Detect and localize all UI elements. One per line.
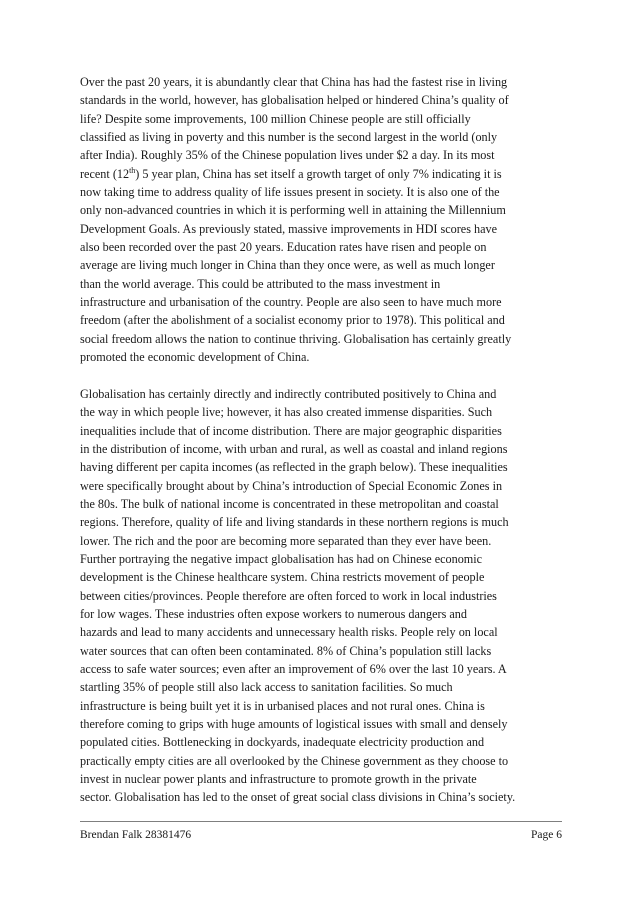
text-line: promoted the economic development of China. [80, 350, 310, 365]
text-line: standards in the world, however, has globalisation helped or hindered China’s quality of [80, 93, 509, 108]
superscript: th [129, 165, 136, 175]
footer-divider [80, 821, 562, 822]
text-line: inequalities include that of income distribution. There are major geographic disparities [80, 423, 502, 438]
text-line: Globalisation has certainly directly and indirectly contributed positively to China and [80, 386, 497, 401]
text-line: were specifically brought about by China’s introduction of Special Economic Zones in [80, 478, 503, 493]
text-line: regions. Therefore, quality of life and living standards in these northern regions is much [80, 515, 509, 530]
footer-author: Brendan Falk 28381476 [80, 829, 192, 841]
text-line: having different per capita incomes (as reflected in the graph below). These inequalities [80, 460, 508, 475]
text-line: infrastructure and urbanisation of the country. People are also seen to have much more [80, 295, 502, 310]
text-line: only non-advanced countries in which it is performing well in attaining the Millennium [80, 203, 506, 218]
text-line: social freedom allows the nation to continue thriving. Globalisation has certainly greatly [80, 331, 512, 346]
text-line-with-superscript [80, 165, 562, 183]
text-line: classified as living in poverty and this number is the second largest in the world (only [80, 130, 498, 145]
text-line: for low wages. These industries often expose workers to numerous dangers and [80, 606, 467, 621]
text-line: average are living much longer in China than they once were, as well as much longer [80, 258, 495, 273]
text-line: life? Despite some improvements, 100 million Chinese people are still officially [80, 111, 471, 126]
text-line: after India). Roughly 35% of the Chinese population lives under $2 a day. In its most [80, 148, 495, 163]
text-line: Over the past 20 years, it is abundantly clear that China has had the fastest rise in living [80, 75, 508, 89]
text-line: development is the Chinese healthcare system. China restricts movement of people [80, 570, 485, 585]
paragraph-1 [80, 73, 562, 367]
text-line: practically empty cities are all overlooked by the Chinese government as they choose to [80, 753, 509, 768]
paragraph-2 [80, 385, 562, 807]
text-line: infrastructure is being built yet it is in urbanised places and not rural ones. China is [80, 698, 485, 713]
text-line: populated cities. Bottlenecking in dockyards, inadequate electricity production and [80, 735, 485, 750]
text-line: the way in which people live; however, it has also created immense disparities. Such [80, 405, 493, 420]
body-text [80, 73, 562, 825]
text-line: lower. The rich and the poor are becoming more separated than they ever have been. [80, 533, 492, 548]
text-line: Development Goals. As previously stated, massive improvements in HDI scores have [80, 221, 497, 236]
text-line: in the distribution of income, with urban and rural, as well as coastal and inland regions [80, 441, 508, 456]
text-line: water sources that can often been contaminated. 8% of China’s population still lacks [80, 643, 492, 658]
text-line: the 80s. The bulk of national income is concentrated in these metropolitan and coastal [80, 496, 499, 511]
text-line: between cities/provinces. People therefore are often forced to work in local industries [80, 588, 497, 603]
text-line: invest in nuclear power plants and infrastructure to promote growth in the private [80, 772, 477, 787]
text-line: Further portraying the negative impact globalisation has had on Chinese economic [80, 551, 483, 566]
text-line: than the world average. This could be attributed to the mass investment in [80, 276, 441, 291]
text-line: now taking time to address quality of life issues present in society. It is also one of the [80, 185, 500, 200]
text-line: therefore coming to grips with huge amounts of logistical issues with small and densely [80, 717, 508, 732]
text-fragment: recent (12 [80, 166, 130, 181]
text-line: freedom (after the abolishment of a socialist economy prior to 1978). This political and [80, 313, 505, 328]
text-fragment: ) 5 year plan, China has set itself a growth target of only 7% indicating it is [135, 166, 502, 181]
text-line: hazards and lead to many accidents and unnecessary health risks. People rely on local [80, 625, 498, 640]
text-line: sector. Globalisation has led to the onset of great social class divisions in China’s society. [80, 790, 516, 805]
text-line: startling 35% of people still also lack access to sanitation facilities. So much [80, 680, 453, 695]
text-line: access to safe water sources; even after an improvement of 6% over the last 10 years. A [80, 662, 507, 676]
page-footer [80, 828, 562, 842]
page-number: Page 6 [531, 829, 562, 841]
text-line: also been recorded over the past 20 years. Education rates have risen and people on [80, 240, 487, 255]
